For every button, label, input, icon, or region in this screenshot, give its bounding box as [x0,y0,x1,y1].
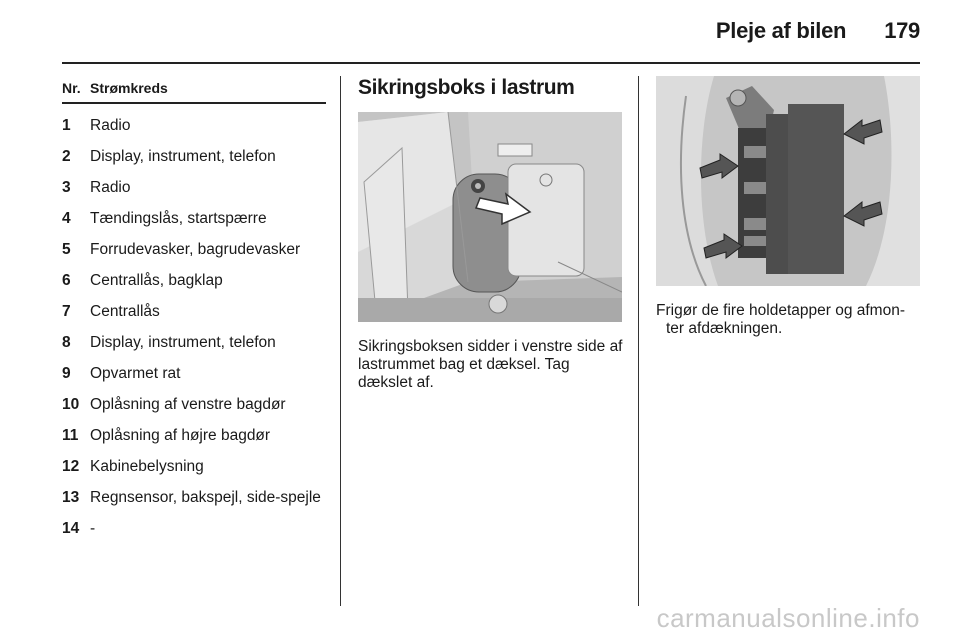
fuse-table-row [62,427,326,445]
fuse-circuit: Radio [90,117,131,134]
fuse-table-row [62,241,326,259]
fuse-number: 12 [62,458,80,475]
fuse-table-row [62,272,326,290]
fuse-circuit: Regnsensor, bakspejl, side-spejle [90,489,321,506]
fuse-circuit: Display, instrument, telefon [90,148,276,165]
fuse-circuit: Forrudevasker, bagrudevasker [90,241,301,258]
fuse-number: 14 [62,520,80,537]
fuse-table-row [62,396,326,414]
col-nr-header: Nr. [62,80,81,96]
fuse-table-row [62,520,326,538]
caption-remove-cover [656,302,922,338]
page-header [716,18,920,44]
column-divider-1 [340,76,341,606]
fuse-number: 3 [62,179,71,196]
fuse-number: 4 [62,210,71,227]
fuse-number: 7 [62,303,71,320]
fuse-table-row [62,117,326,135]
fuse-number: 8 [62,334,71,351]
watermark: carmanualsonline.info [656,603,920,633]
fuse-circuit: Display, instrument, telefon [90,334,276,351]
fuse-table-row [62,179,326,197]
column-divider-2 [638,76,639,606]
fuse-table-row [62,458,326,476]
fuse-number: 9 [62,365,71,382]
fuse-table-row [62,210,326,228]
fuse-table-row [62,148,326,166]
caption-remove-cover-line2: ter afdækningen. [666,320,783,337]
fuse-circuit: Kabinebelysning [90,458,204,475]
fuse-table-header [62,80,326,104]
cargo-area-drawing [358,112,622,322]
fuse-circuit: Radio [90,179,131,196]
fusebox-drawing [656,76,920,286]
page-number: 179 [884,18,920,43]
caption-cargo-fusebox: Sikringsboksen sidder i venstre side af lastrummet bag et dæksel. Tag dækslet af. [358,338,623,391]
fuse-table-row [62,365,326,383]
fuse-circuit: Centrallås, bagklap [90,272,223,289]
fuse-circuit: Tændingslås, startspærre [90,210,267,227]
fuse-number: 11 [62,427,79,444]
section-title: Sikringsboks i lastrum [358,76,575,99]
header-rule [62,62,920,64]
fuse-number: 10 [62,396,80,413]
fuse-table-row [62,489,326,507]
chapter-title: Pleje af bilen [715,18,847,43]
fuse-circuit: Oplåsning af venstre bagdør [90,396,286,413]
fuse-table [62,80,326,538]
fuse-number: 2 [62,148,71,165]
fuse-table-body [62,117,326,538]
fuse-circuit: Centrallås [90,303,160,320]
fuse-table-row [62,303,326,321]
fuse-number: 5 [62,241,71,258]
fuse-circuit: - [90,520,96,537]
cargo-area-illustration [358,112,622,322]
caption-remove-cover-line1: Frigør de fire holdetapper og afmon- [656,302,905,319]
fuse-number: 1 [62,117,71,134]
section-heading-block [358,76,624,100]
fusebox-closeup-illustration [656,76,920,286]
fuse-circuit: Opvarmet rat [90,365,181,382]
fuse-number: 13 [62,489,80,506]
fuse-circuit: Oplåsning af højre bagdør [90,427,271,444]
fuse-number: 6 [62,272,71,289]
fuse-table-row [62,334,326,352]
col-circuit-header: Strømkreds [90,80,168,96]
